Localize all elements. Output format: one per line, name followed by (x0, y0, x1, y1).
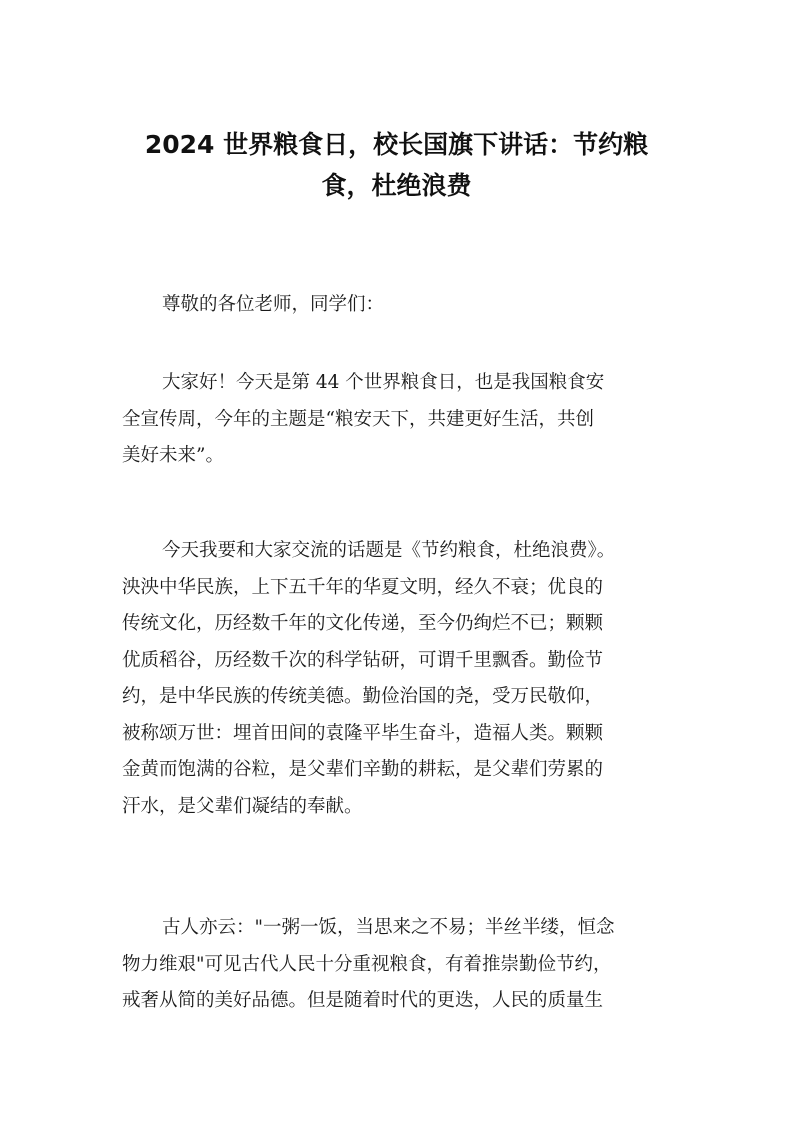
paragraph-line: 约，是中华民族的传统美德。勤俭治国的尧，受万民敬仰， (122, 686, 604, 707)
paragraph-line: 优质稻谷，历经数千次的科学钻研，可谓千里飘香。勤俭节 (122, 649, 604, 671)
paragraph-line: 美好未来”。 (122, 445, 224, 466)
document-title (110, 124, 683, 206)
title-line: 2024 世界粮食日，校长国旗下讲话：节约粮 (144, 130, 649, 159)
paragraph-line: 大家好！今天是第 44 个世界粮食日，也是我国粮食安 (162, 372, 605, 393)
paragraph-line: 泱泱中华民族，上下五千年的华夏文明，经久不衰；优良的 (122, 576, 604, 598)
paragraph-line: 汗水，是父辈们凝结的奉献。 (122, 795, 363, 817)
paragraph-line: 戒奢从简的美好品德。但是随着时代的更迭，人民的质量生 (122, 990, 604, 1011)
paragraph-line: 传统文化，历经数千年的文化传递，至今仍绚烂不已；颗颗 (122, 613, 604, 634)
paragraph-line: 被称颂万世：埋首田间的袁隆平毕生奋斗，造福人类。颗颗 (122, 722, 604, 744)
greeting-text: 尊敬的各位老师，同学们： (162, 294, 385, 315)
paragraph-line: 全宣传周，今年的主题是“粮安天下，共建更好生活，共创 (122, 408, 594, 430)
paragraph-line: 金黄而饱满的谷粒，是父辈们辛勤的耕耘，是父辈们劳累的 (122, 759, 604, 780)
paragraph-line: 今天我要和大家交流的话题是《节约粮食，杜绝浪费》。 (162, 540, 616, 561)
paragraph-1 (122, 365, 675, 475)
paragraph-3 (122, 910, 675, 1020)
greeting-paragraph (122, 287, 675, 324)
title-line: 食，杜绝浪费 (321, 171, 472, 200)
paragraph-line: 古人亦云："一粥一饭，当思来之不易；半丝半缕，恒念 (162, 917, 615, 938)
paragraph-line: 物力维艰"可见古代人民十分重视粮食，有着推崇勤俭节约， (122, 953, 612, 975)
paragraph-2 (122, 533, 675, 825)
